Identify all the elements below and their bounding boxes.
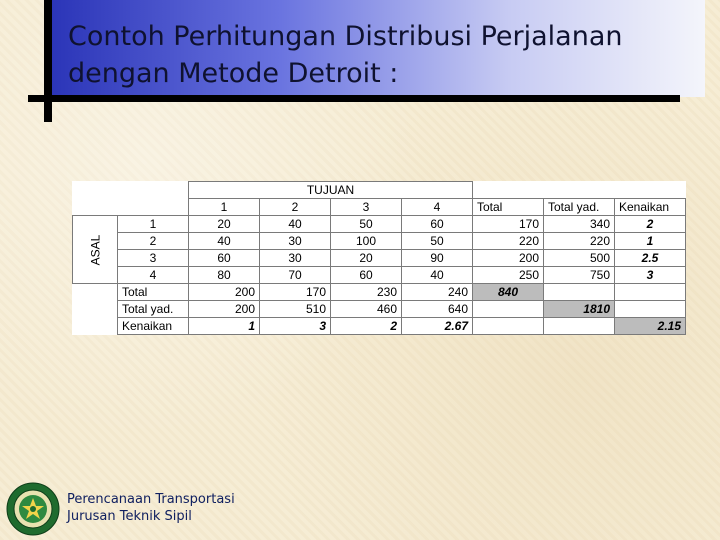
table-cell: 90	[402, 250, 473, 267]
empty-cell	[473, 301, 544, 318]
table-cell: 1	[189, 318, 260, 335]
table-cell: 3	[260, 318, 331, 335]
table-cell: 20	[189, 216, 260, 233]
col-header-kenaikan: Kenaikan	[615, 199, 686, 216]
grand-total: 840	[473, 284, 544, 301]
row-total-yad: 220	[544, 233, 615, 250]
row-label: 4	[118, 267, 189, 284]
col-header-1: 1	[189, 199, 260, 216]
total-row-label: Total	[118, 284, 189, 301]
total-yad-row	[73, 301, 686, 318]
kenaikan-row-label: Kenaikan	[118, 318, 189, 335]
row-total: 170	[473, 216, 544, 233]
table-cell: 60	[331, 267, 402, 284]
empty-cell	[473, 318, 544, 335]
table-header-row	[73, 199, 686, 216]
footer-text	[67, 491, 235, 525]
table-cell: 240	[402, 284, 473, 301]
tujuan-header: TUJUAN	[189, 182, 473, 199]
kenaikan-row	[73, 318, 686, 335]
table-cell: 200	[189, 284, 260, 301]
row-kenaikan: 3	[615, 267, 686, 284]
table-cell: 2	[331, 318, 402, 335]
col-header-total-yad: Total yad.	[544, 199, 615, 216]
title-line-2: dengan Metode Detroit :	[68, 58, 399, 89]
asal-label: ASAL	[88, 234, 102, 265]
table-cell: 60	[189, 250, 260, 267]
table-row	[73, 250, 686, 267]
slide-title	[68, 18, 688, 92]
university-seal-icon	[6, 482, 60, 536]
row-total: 250	[473, 267, 544, 284]
table-cell: 100	[331, 233, 402, 250]
empty-cell	[615, 284, 686, 301]
table-cell: 30	[260, 233, 331, 250]
table-cell: 60	[402, 216, 473, 233]
grand-total-yad: 1810	[544, 301, 615, 318]
detroit-distribution-table	[72, 181, 686, 335]
row-kenaikan: 2.5	[615, 250, 686, 267]
row-total-yad: 750	[544, 267, 615, 284]
table-cell: 230	[331, 284, 402, 301]
asal-label-cell	[73, 216, 118, 284]
row-label: 2	[118, 233, 189, 250]
row-total: 200	[473, 250, 544, 267]
footer-line-2: Jurusan Teknik Sipil	[67, 509, 192, 524]
row-total: 220	[473, 233, 544, 250]
footer-line-1: Perencanaan Transportasi	[67, 492, 235, 507]
row-kenaikan: 2	[615, 216, 686, 233]
row-label: 1	[118, 216, 189, 233]
table-cell: 50	[402, 233, 473, 250]
table-cell: 40	[260, 216, 331, 233]
table-cell: 2.67	[402, 318, 473, 335]
empty-cell	[544, 318, 615, 335]
table-cell: 80	[189, 267, 260, 284]
col-header-total: Total	[473, 199, 544, 216]
row-total-yad: 340	[544, 216, 615, 233]
row-kenaikan: 1	[615, 233, 686, 250]
table-cell: 460	[331, 301, 402, 318]
table-cell: 20	[331, 250, 402, 267]
table-cell: 510	[260, 301, 331, 318]
table-cell: 170	[260, 284, 331, 301]
table-cell: 200	[189, 301, 260, 318]
table-cell: 50	[331, 216, 402, 233]
vertical-accent-bar	[44, 0, 52, 122]
overall-kenaikan: 2.15	[615, 318, 686, 335]
table-row	[73, 182, 686, 199]
table-cell: 30	[260, 250, 331, 267]
horizontal-accent-bar	[28, 95, 680, 102]
col-header-4: 4	[402, 199, 473, 216]
empty-cell	[615, 301, 686, 318]
row-label: 3	[118, 250, 189, 267]
col-header-2: 2	[260, 199, 331, 216]
total-yad-row-label: Total yad.	[118, 301, 189, 318]
table-cell: 70	[260, 267, 331, 284]
table-cell: 40	[189, 233, 260, 250]
table-row	[73, 233, 686, 250]
title-line-1: Contoh Perhitungan Distribusi Perjalanan	[68, 21, 623, 52]
total-row	[73, 284, 686, 301]
col-header-3: 3	[331, 199, 402, 216]
empty-cell	[544, 284, 615, 301]
table-row	[73, 216, 686, 233]
table-cell: 640	[402, 301, 473, 318]
table-row	[73, 267, 686, 284]
row-total-yad: 500	[544, 250, 615, 267]
table-cell: 40	[402, 267, 473, 284]
